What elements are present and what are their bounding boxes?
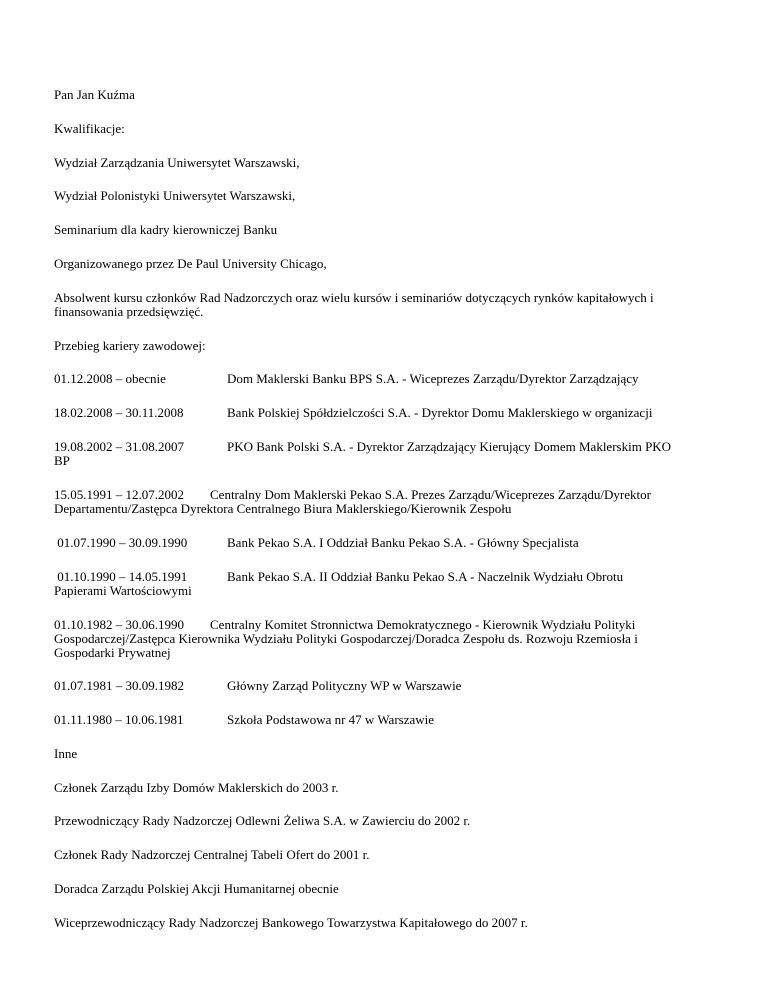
career-date: 18.02.2008 – 30.11.2008 [54,405,184,420]
career-entry-line: Gospodarczej/Zastępca Kierownika Wydziału Polityki Gospodarczej/Doradca Zespołu ds. Rozwoju Rzemiosła i [54,631,638,646]
other-item: Członek Rady Nadzorczej Centralnej Tabeli Ofert do 2001 r. [54,847,370,862]
other-heading: Inne [54,746,78,761]
other-item: Wiceprzewodniczący Rady Nadzorczej Bankowego Towarzystwa Kapitałowego do 2007 r. [54,915,528,930]
career-date: 01.07.1990 – 30.09.1990 [54,535,188,550]
qualifications-heading: Kwalifikacje: [54,121,125,136]
career-wrap: Papierami Wartościowymi [54,583,192,598]
courses-line: Absolwent kursu członków Rad Nadzorczych oraz wielu kursów i seminariów dotyczących rynków kapitałowych i [54,290,654,305]
other-item: Członek Zarządu Izby Domów Maklerskich do 2003 r. [54,780,339,795]
other-item: Doradca Zarządu Polskiej Akcji Humanitarnej obecnie [54,881,339,896]
qualification-item: Wydział Polonistyki Uniwersytet Warszawski, [54,188,296,203]
other-item: Przewodniczący Rady Nadzorczej Odlewni Żeliwa S.A. w Zawierciu do 2002 r. [54,813,471,828]
career-entry-line: 15.05.1991 – 12.07.2002 Centralny Dom Maklerski Pekao S.A. Prezes Zarządu/Wiceprezes Zarządu/Dyrektor [54,487,651,502]
career-entry-line: Departamentu/Zastępca Dyrektora Centralnego Biura Maklerskiego/Kierownik Zespołu [54,501,512,516]
qualification-item: Organizowanego przez De Paul University Chicago, [54,256,327,271]
career-date: 01.11.1980 – 10.06.1981 [54,712,184,727]
person-name: Pan Jan Kuźma [54,87,135,102]
career-wrap: BP [54,453,70,468]
courses-line: finansowania przedsięwzięć. [54,304,204,319]
career-description: Szkoła Podstawowa nr 47 w Warszawie [227,712,435,727]
career-description: Bank Polskiej Spółdzielczości S.A. - Dyrektor Domu Maklerskiego w organizacji [227,405,653,420]
career-description: Bank Pekao S.A. I Oddział Banku Pekao S.A. - Główny Specjalista [227,535,579,550]
qualification-item: Seminarium dla kadry kierowniczej Banku [54,222,278,237]
career-entry-line: 01.10.1982 – 30.06.1990 Centralny Komitet Stronnictwa Demokratycznego - Kierownik Wydziału Polityki [54,617,636,632]
career-heading: Przebieg kariery zawodowej: [54,338,206,353]
career-description: Bank Pekao S.A. II Oddział Banku Pekao S.A - Naczelnik Wydziału Obrotu [227,569,624,584]
qualification-item: Wydział Zarządzania Uniwersytet Warszawski, [54,155,300,170]
career-date: 19.08.2002 – 31.08.2007 [54,439,184,454]
career-description: Dom Maklerski Banku BPS S.A. - Wiceprezes Zarządu/Dyrektor Zarządzający [227,371,639,386]
career-date: 01.12.2008 – obecnie [54,371,166,386]
career-description: Główny Zarząd Polityczny WP w Warszawie [227,678,462,693]
career-date: 01.07.1981 – 30.09.1982 [54,678,184,693]
career-entry-line: Gospodarki Prywatnej [54,645,171,660]
career-description: PKO Bank Polski S.A. - Dyrektor Zarządzający Kierujący Domem Maklerskim PKO [227,439,672,454]
career-date: 01.10.1990 – 14.05.1991 [54,569,188,584]
